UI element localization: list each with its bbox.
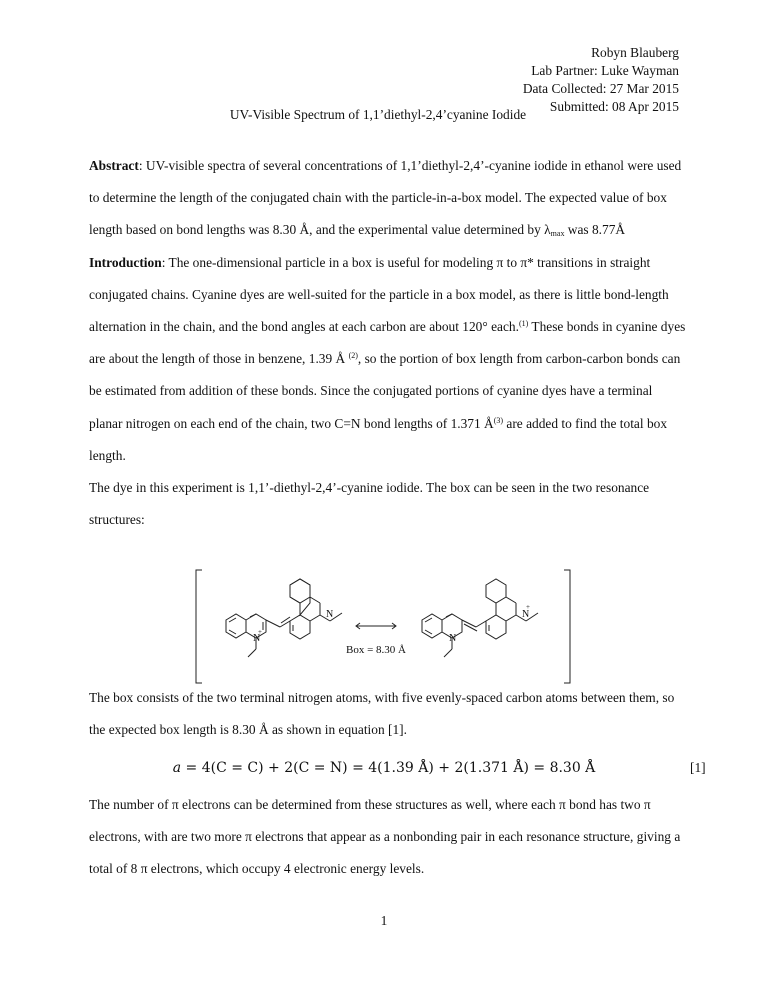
right-bracket xyxy=(564,570,570,683)
n-atom-left-1: N xyxy=(253,633,261,644)
plus-charge-left: + xyxy=(258,628,262,636)
lab-partner: Lab Partner: Luke Wayman xyxy=(531,63,679,78)
dye-paragraph: The dye in this experiment is 1,1’-diethyl-2,4’-cyanine iodide. The box can be seen in the two resonance structures: xyxy=(89,480,650,528)
date-collected: Data Collected: 27 Mar 2015 xyxy=(522,81,679,96)
plus-charge-right: + xyxy=(526,603,530,611)
left-structure xyxy=(226,579,342,657)
body-text xyxy=(89,150,689,536)
header-block xyxy=(523,44,679,116)
box-paragraph: The box consists of the two terminal nitrogen atoms, with five evenly-spaced carbon atoms between them, so the expected box length is 8.30 Å as shown in equation [1]. xyxy=(89,690,675,738)
introduction: Introduction: The one-dimensional particle in a box is useful for modeling π to π* transitions in straight conjugated chains. Cyanine dyes are well-suited for the particle in a box model, as there is little bond-length alternation in the chain, and the bond angles at each carbon are about 120° each.$^{(1)}$ These bonds in cyanine dyes are about the length of those in benzene, 1.39 Å $^{(2)}$, so the portion of box length from carbon-carbon bonds can be estimated from addition of these bonds. Since the conjugated portions of cyanine dyes have a terminal planar nitrogen on each end of the chain, two C=N bond lengths of 1.371 $Å^{(3)}$ are added to find the total box length. xyxy=(89,254,686,463)
equation-1 xyxy=(0,760,768,776)
paper-title: UV-Visible Spectrum of 1,1’diethyl-2,4’cyanine Iodide xyxy=(229,107,527,122)
date-submitted: Submitted: 08 Apr 2015 xyxy=(549,99,679,114)
right-structure xyxy=(422,579,538,657)
box-length-label: Box = 8.30 Å xyxy=(346,644,406,656)
resonance-structures-figure xyxy=(190,565,580,685)
equation-number: [1] xyxy=(690,760,706,775)
abstract: Abstract: UV-visible spectra of several concentrations of 1,1’diethyl-2,4’-cyanine iodide in ethanol were used to determine the length of the conjugated chain with the particle-in-a-box model. The expected value of box length based on bond lengths was 8.30 Å, and the experimental value determined by $\lambda_{max}$ was 8.77Å xyxy=(89,158,682,239)
left-bracket xyxy=(196,570,202,683)
author: Robyn Blauberg xyxy=(591,45,679,60)
page-number: 1 xyxy=(380,913,388,928)
n-atom-right-1: N xyxy=(449,633,457,644)
n-atom-right-2: N xyxy=(522,609,530,620)
n-atom-left-2: N xyxy=(326,609,334,620)
equation-variable: a xyxy=(172,760,182,776)
electrons-paragraph: The number of π electrons can be determined from these structures as well, where each π bond has two π electrons, with are two more π electrons that appear as a nonbonding pair in each resonance structure, giving a total of 8 π electrons, which occupy 4 electronic energy levels. xyxy=(89,797,681,877)
equation-expression: = 4(C = C) + 2(C = N) = 4(1.39 Å) + 2(1.371 Å) = 8.30 Å xyxy=(185,760,596,776)
